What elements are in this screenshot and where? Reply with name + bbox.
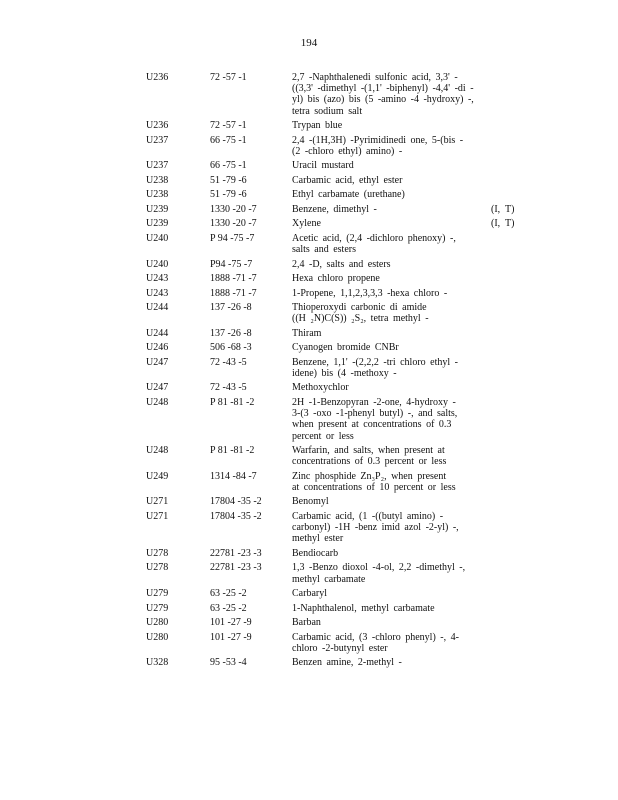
listing-row bbox=[146, 120, 526, 131]
listing-row bbox=[146, 588, 526, 599]
substance-name-line: Benzene, dimethyl - bbox=[292, 203, 377, 215]
substance-name bbox=[292, 471, 480, 493]
cas-number: 1888 -71 -7 bbox=[210, 287, 257, 299]
substance-name-line: ((3,3' -dimethyl -(1,1' -biphenyl) -4,4' -di - bbox=[292, 83, 474, 95]
substance-name bbox=[292, 135, 480, 157]
substance-name-line: Bendiocarb bbox=[292, 547, 339, 559]
cas-number: 72 -43 -5 bbox=[210, 356, 247, 368]
listing-row bbox=[146, 160, 526, 171]
substance-name bbox=[292, 603, 480, 614]
waste-code: U237 bbox=[146, 134, 169, 146]
substance-name bbox=[292, 382, 480, 393]
listing-row bbox=[146, 397, 526, 442]
substance-name bbox=[292, 511, 480, 545]
listing-row bbox=[146, 511, 526, 545]
listing-row bbox=[146, 357, 526, 379]
cas-number: 72 -57 -1 bbox=[210, 72, 247, 83]
substance-name bbox=[292, 562, 480, 584]
substance-name bbox=[292, 496, 480, 507]
substance-name-line: Carbamic acid, ethyl ester bbox=[292, 174, 403, 186]
substance-name-line: Warfarin, and salts, when present at bbox=[292, 445, 445, 457]
listing-row bbox=[146, 562, 526, 584]
listing-row bbox=[146, 175, 526, 186]
substance-name-line: Methoxychlor bbox=[292, 382, 349, 394]
substance-name-line: 1-Propene, 1,1,2,3,3,3 -hexa chloro - bbox=[292, 287, 448, 299]
substance-name bbox=[292, 120, 480, 131]
listing-row bbox=[146, 72, 526, 117]
cas-number: 72 -43 -5 bbox=[210, 382, 247, 394]
substance-name bbox=[292, 342, 480, 353]
listing-row bbox=[146, 342, 526, 353]
substance-name-line: Barban bbox=[292, 617, 321, 629]
substance-name bbox=[292, 288, 480, 299]
substance-name-line: chloro -2-butynyl ester bbox=[292, 642, 388, 654]
listing-row bbox=[146, 657, 526, 668]
substance-name-line: (2 -chloro ethyl) amino) - bbox=[292, 145, 403, 157]
substance-name bbox=[292, 328, 480, 339]
cas-number: 1888 -71 -7 bbox=[210, 273, 257, 285]
listing-row bbox=[146, 471, 526, 493]
substance-name bbox=[292, 273, 480, 284]
waste-code: U238 bbox=[146, 189, 169, 201]
substance-name-line: methyl ester bbox=[292, 533, 344, 545]
substance-name-line: Acetic acid, (2,4 -dichloro phenoxy) -, bbox=[292, 232, 456, 244]
substance-name-line: Benzene, 1,1' -(2,2,2 -tri chloro ethyl - bbox=[292, 356, 458, 368]
substance-name-line: Thiram bbox=[292, 327, 322, 339]
waste-code: U239 bbox=[146, 203, 169, 215]
waste-code: U247 bbox=[146, 382, 169, 394]
waste-code: U240 bbox=[146, 232, 169, 244]
substance-name-line: Hexa chloro propene bbox=[292, 273, 380, 285]
substance-name-line: concentrations of 0.3 percent or less bbox=[292, 456, 447, 468]
cas-number: 1330 -20 -7 bbox=[210, 218, 257, 230]
waste-code: U248 bbox=[146, 445, 169, 457]
cas-number: 17804 -35 -2 bbox=[210, 510, 262, 522]
substance-name-line: 2,4 -D, salts and esters bbox=[292, 258, 391, 270]
waste-code: U244 bbox=[146, 327, 169, 339]
listing-row bbox=[146, 259, 526, 270]
substance-name bbox=[292, 445, 480, 467]
substance-name bbox=[292, 72, 480, 117]
substance-name-line: 2H -1-Benzopyran -2-one, 4-hydroxy - bbox=[292, 396, 456, 408]
substance-name bbox=[292, 548, 480, 559]
substance-name-line: when present at concentrations of 0.3 bbox=[292, 419, 452, 431]
cas-number: P 81 -81 -2 bbox=[210, 396, 255, 408]
hazardous-waste-listing bbox=[146, 72, 526, 668]
waste-code: U280 bbox=[146, 617, 169, 629]
substance-name-line: salts and esters bbox=[292, 244, 356, 256]
listing-row bbox=[146, 135, 526, 157]
cas-number: 66 -75 -1 bbox=[210, 134, 247, 146]
listing-row bbox=[146, 273, 526, 284]
waste-code: U243 bbox=[146, 287, 169, 299]
substance-name-line: Carbamic acid, (1 -((butyl amino) - bbox=[292, 510, 444, 522]
substance-name-line: Zinc phosphide Zn₃P₂, when present bbox=[292, 470, 447, 482]
substance-name-line: Xylene bbox=[292, 218, 321, 230]
listing-row bbox=[146, 328, 526, 339]
cas-number: 1330 -20 -7 bbox=[210, 203, 257, 215]
substance-name-line: yl) bis (azo) bis (5 -amino -4 -hydroxy) -, bbox=[292, 94, 474, 106]
substance-name-line: 2,7 -Naphthalenedi sulfonic acid, 3,3' - bbox=[292, 72, 458, 83]
cas-number: 72 -57 -1 bbox=[210, 120, 247, 132]
substance-name-line: Ethyl carbamate (urethane) bbox=[292, 189, 405, 201]
listing-row bbox=[146, 288, 526, 299]
cas-number: 506 -68 -3 bbox=[210, 342, 252, 354]
waste-code: U271 bbox=[146, 496, 169, 508]
cas-number: 63 -25 -2 bbox=[210, 602, 247, 614]
substance-name-line: tetra sodium salt bbox=[292, 105, 363, 117]
listing-row bbox=[146, 496, 526, 507]
waste-code: U236 bbox=[146, 72, 169, 83]
listing-row bbox=[146, 218, 526, 229]
substance-name-line: 2,4 -(1H,3H) -Pyrimidinedi one, 5-(bis - bbox=[292, 134, 464, 146]
substance-name-line: Carbamic acid, (3 -chloro phenyl) -, 4- bbox=[292, 631, 459, 643]
substance-name-line: Uracil mustard bbox=[292, 160, 354, 172]
substance-name bbox=[292, 302, 480, 324]
cas-number: 63 -25 -2 bbox=[210, 588, 247, 600]
waste-code: U237 bbox=[146, 160, 169, 172]
cas-number: P 81 -81 -2 bbox=[210, 445, 255, 457]
cas-number: 137 -26 -8 bbox=[210, 327, 252, 339]
substance-name-line: 1,3 -Benzo dioxol -4-ol, 2,2 -dimethyl -, bbox=[292, 562, 466, 574]
substance-name bbox=[292, 588, 480, 599]
substance-name bbox=[292, 632, 480, 654]
hazard-basis: (I, T) bbox=[491, 218, 515, 230]
substance-name bbox=[292, 657, 480, 668]
waste-code: U279 bbox=[146, 602, 169, 614]
substance-name-line: 1-Naphthalenol, methyl carbamate bbox=[292, 602, 435, 614]
substance-name-line: percent or less bbox=[292, 430, 354, 442]
waste-code: U328 bbox=[146, 657, 169, 669]
listing-row bbox=[146, 617, 526, 628]
substance-name-line: idene) bis (4 -methoxy - bbox=[292, 367, 397, 379]
substance-name bbox=[292, 233, 480, 255]
cas-number: 51 -79 -6 bbox=[210, 189, 247, 201]
cas-number: P 94 -75 -7 bbox=[210, 232, 255, 244]
substance-name-line: at concentrations of 10 percent or less bbox=[292, 481, 456, 493]
substance-name-line: ((H ₂N)C(S)) ₂S₂, tetra methyl - bbox=[292, 313, 429, 325]
cas-number: 95 -53 -4 bbox=[210, 657, 247, 669]
listing-row bbox=[146, 632, 526, 654]
listing-row bbox=[146, 204, 526, 215]
listing-row bbox=[146, 189, 526, 200]
substance-name bbox=[292, 617, 480, 628]
waste-code: U271 bbox=[146, 510, 169, 522]
substance-name bbox=[292, 259, 480, 270]
listing-row bbox=[146, 382, 526, 393]
waste-code: U249 bbox=[146, 470, 169, 482]
cas-number: 51 -79 -6 bbox=[210, 174, 247, 186]
waste-code: U243 bbox=[146, 273, 169, 285]
cas-number: 1314 -84 -7 bbox=[210, 470, 257, 482]
cas-number: 101 -27 -9 bbox=[210, 631, 252, 643]
substance-name-line: carbonyl) -1H -benz imid azol -2-yl) -, bbox=[292, 522, 459, 534]
waste-code: U240 bbox=[146, 258, 169, 270]
waste-code: U280 bbox=[146, 631, 169, 643]
waste-code: U248 bbox=[146, 396, 169, 408]
substance-name-line: Thioperoxydi carbonic di amide bbox=[292, 302, 427, 314]
waste-code: U244 bbox=[146, 302, 169, 314]
waste-code: U236 bbox=[146, 120, 169, 132]
substance-name-line: methyl carbamate bbox=[292, 573, 366, 585]
waste-code: U246 bbox=[146, 342, 169, 354]
substance-name bbox=[292, 204, 480, 215]
substance-name bbox=[292, 397, 480, 442]
listing-row bbox=[146, 302, 526, 324]
substance-name-line: Carbaryl bbox=[292, 588, 327, 600]
page-number: 194 bbox=[300, 37, 318, 49]
substance-name bbox=[292, 175, 480, 186]
waste-code: U238 bbox=[146, 174, 169, 186]
waste-code: U247 bbox=[146, 356, 169, 368]
waste-code: U278 bbox=[146, 562, 169, 574]
listing-row bbox=[146, 445, 526, 467]
substance-name bbox=[292, 357, 480, 379]
cas-number: 101 -27 -9 bbox=[210, 617, 252, 629]
waste-code: U278 bbox=[146, 547, 169, 559]
substance-name-line: Benomyl bbox=[292, 496, 329, 508]
substance-name bbox=[292, 160, 480, 171]
listing-row bbox=[146, 548, 526, 559]
substance-name bbox=[292, 218, 480, 229]
cas-number: 137 -26 -8 bbox=[210, 302, 252, 314]
cas-number: 22781 -23 -3 bbox=[210, 547, 262, 559]
waste-code: U239 bbox=[146, 218, 169, 230]
substance-name-line: Trypan blue bbox=[292, 120, 343, 132]
waste-code: U279 bbox=[146, 588, 169, 600]
listing-row bbox=[146, 233, 526, 255]
substance-name-line: 3-(3 -oxo -1-phenyl butyl) -, and salts, bbox=[292, 408, 458, 420]
substance-name-line: Cyanogen bromide CNBr bbox=[292, 342, 399, 354]
substance-name-line: Benzen amine, 2-methyl - bbox=[292, 657, 402, 669]
cas-number: P94 -75 -7 bbox=[210, 258, 253, 270]
cas-number: 22781 -23 -3 bbox=[210, 562, 262, 574]
cas-number: 17804 -35 -2 bbox=[210, 496, 262, 508]
cas-number: 66 -75 -1 bbox=[210, 160, 247, 172]
hazard-basis: (I, T) bbox=[491, 203, 515, 215]
listing-row bbox=[146, 603, 526, 614]
substance-name bbox=[292, 189, 480, 200]
